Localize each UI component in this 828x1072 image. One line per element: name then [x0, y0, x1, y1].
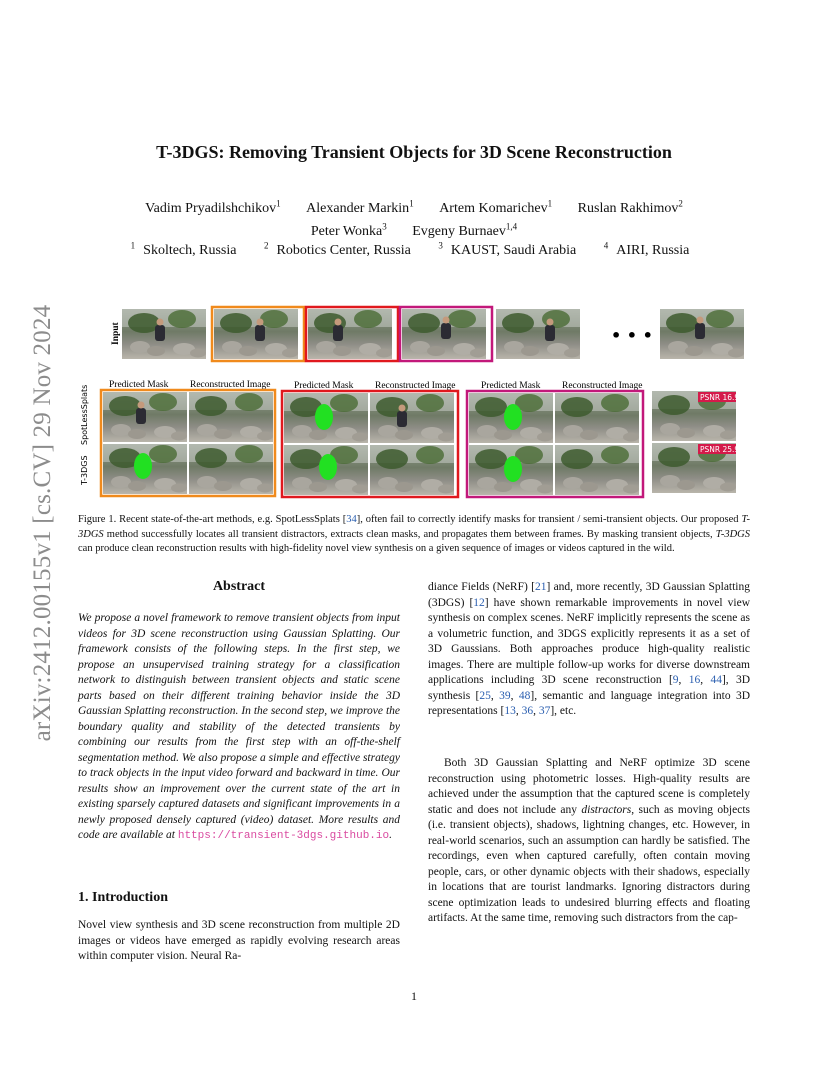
input-frame: [660, 309, 744, 359]
col-label-predicted-mask: Predicted Mask: [481, 381, 541, 391]
input-frame: [496, 309, 580, 359]
author-list: [80, 194, 748, 241]
citation-link[interactable]: 37: [538, 705, 551, 717]
paper-title: T-3DGS: Removing Transient Objects for 3D Scene Reconstruction: [156, 142, 672, 162]
abstract-body: We propose a novel framework to remove transient objects from input videos for 3D scene reconstruction using Gaussian Splatting. Our framework consists of the following steps. In the first step, we propose an unsupervised training strategy for a classification network to distinguish between transient objects and static scene parts based on their different training behavior inside the 3D Gaussian Splatting reconstruction. In the second step, we improve the boundary quality and stability of the detected transients by combining our results from the first step with an off-the-shelf segmentation method. We also propose a simple and effective strategy to track objects in the input video forward and backward in time. Our results show an improvement over the current state of the art in existing sparsely captured datasets and significant improvements in a newly proposed densely captured (video) dataset. More results and code are available at https://transient-3dgs.github.io.: [78, 612, 400, 842]
psnr-crop-spotlesssplats: [652, 391, 744, 441]
citation-link[interactable]: 48: [518, 689, 531, 702]
comparison-group-red: [282, 391, 458, 497]
col-label-predicted-mask: Predicted Mask: [294, 381, 354, 391]
col-label-reconstructed-image: Reconstructed Image: [375, 381, 456, 391]
citation-link[interactable]: 12: [473, 596, 485, 609]
input-frame: [214, 309, 298, 359]
row-label-spotlesssplats: SpotLessSplats: [80, 384, 89, 445]
citation-link[interactable]: 36: [521, 705, 534, 717]
author: Peter Wonka$^3$: [310, 221, 387, 240]
introduction-paragraph: Novel view synthesis and 3D scene reconstruction from multiple 2D images or videos have emerged as rapidly evolving research areas within computer vision. Neural Ra-: [78, 919, 400, 962]
citation-link[interactable]: 25: [479, 689, 491, 702]
author: Alexander Markin$^1$: [306, 198, 414, 216]
psnr-crop-t3dgs: [652, 443, 744, 493]
row-label-t3dgs: T-3DGS: [80, 455, 89, 485]
affiliation: $^1$ Skoltech, Russia: [130, 240, 237, 258]
comparison-group-magenta: [467, 391, 643, 497]
citation-link[interactable]: 21: [534, 581, 547, 593]
input-row-label: Input: [111, 322, 121, 345]
author: Evgeny Burnaev$^{1,4}$: [412, 221, 518, 240]
citation-link[interactable]: 16: [688, 674, 701, 686]
author: Artem Komarichev$^1$: [439, 198, 553, 216]
section-heading-introduction: 1. Introduction: [78, 890, 168, 905]
arxiv-identifier: [22, 285, 64, 760]
body-paragraph: diance Fields (NeRF) [21] and, more recently, 3D Gaussian Splatting (3DGS) [12] have shown remarkable improvements in novel view synthesis on complex scenes. NeRF implicitly represents the scene as a volumetric function, and 3DGS explicitly represents it as a set of 3D Gaussians. Both approaches produce high-quality realistic images. There are multiple follow-up works for diverse downstream applications including 3D scene reconstruction [9, 16, 44], 3D synthesis [25, 39, 48], semantic and language integration into 3D representations [13, 36, 37], etc.: [428, 581, 751, 717]
citation-link[interactable]: 39: [499, 689, 511, 702]
svg-text:PSNR 25.92: PSNR 25.92: [700, 445, 744, 454]
author: Ruslan Rakhimov$^2$: [577, 198, 683, 216]
citation-link[interactable]: 34: [346, 514, 357, 525]
affiliation: $^3$ KAUST, Saudi Arabia: [438, 240, 577, 258]
affiliation: $^4$ AIRI, Russia: [603, 240, 690, 258]
affiliations: [80, 240, 748, 259]
page-number: 1: [411, 989, 417, 1003]
author: Vadim Pryadilshchikov$^1$: [145, 198, 281, 216]
ellipsis-dots: • • •: [611, 326, 653, 345]
input-frame: [308, 309, 392, 359]
affiliation: $^2$ Robotics Center, Russia: [264, 240, 411, 258]
citation-link[interactable]: 9: [672, 674, 679, 686]
input-frame: [402, 309, 486, 359]
svg-text:PSNR 16.92: PSNR 16.92: [700, 393, 744, 402]
body-paragraph: Both 3D Gaussian Splatting and NeRF optimize 3D scene reconstruction using photometric losses. High-quality results are achieved under the assumption that the captured scene is completely static and does not include any distractors, such as moving objects (i.e. transient objects), shadows, lightning changes, etc. However, in real-world scenarios, such an assumption can hardly be satisfied. The recordings, even when captured carefully, often contain moving people, cars, or other dynamic objects with their shadows, especially in locations that are tourist landmarks. Ignoring distractors during scene optimization leads to undesired blurring effects and floating artifacts. At the same time, removing such distractors from the cap-: [428, 757, 751, 924]
figure-caption: Figure 1. Recent state-of-the-art methods, e.g. SpotLessSplats [34], often fail to correctly identify masks for transient / semi-transient objects. Our proposed T-3DGS method successfully locates all transient distractors, extracts clean masks, and propagates them between frames. By masking transient objects, T-3DGS can produce clean reconstruction results with high-fidelity novel view synthesis on a given sequence of images or videos captured in the wild.: [78, 514, 751, 554]
arxiv-id-text: arXiv:2412.00155v1 [cs.CV] 29 Nov 2024: [29, 304, 56, 741]
citation-link[interactable]: 44: [710, 674, 722, 686]
citation-link[interactable]: 13: [504, 705, 516, 717]
comparison-group-orange: [101, 390, 275, 496]
teaser-figure: [78, 300, 750, 508]
abstract-heading: Abstract: [212, 579, 266, 594]
col-label-predicted-mask: Predicted Mask: [109, 380, 169, 390]
col-label-reconstructed-image: Reconstructed Image: [562, 381, 643, 391]
input-frame: [122, 309, 206, 359]
col-label-reconstructed-image: Reconstructed Image: [190, 380, 271, 390]
project-url-link[interactable]: https://transient-3dgs.github.io: [177, 830, 390, 842]
